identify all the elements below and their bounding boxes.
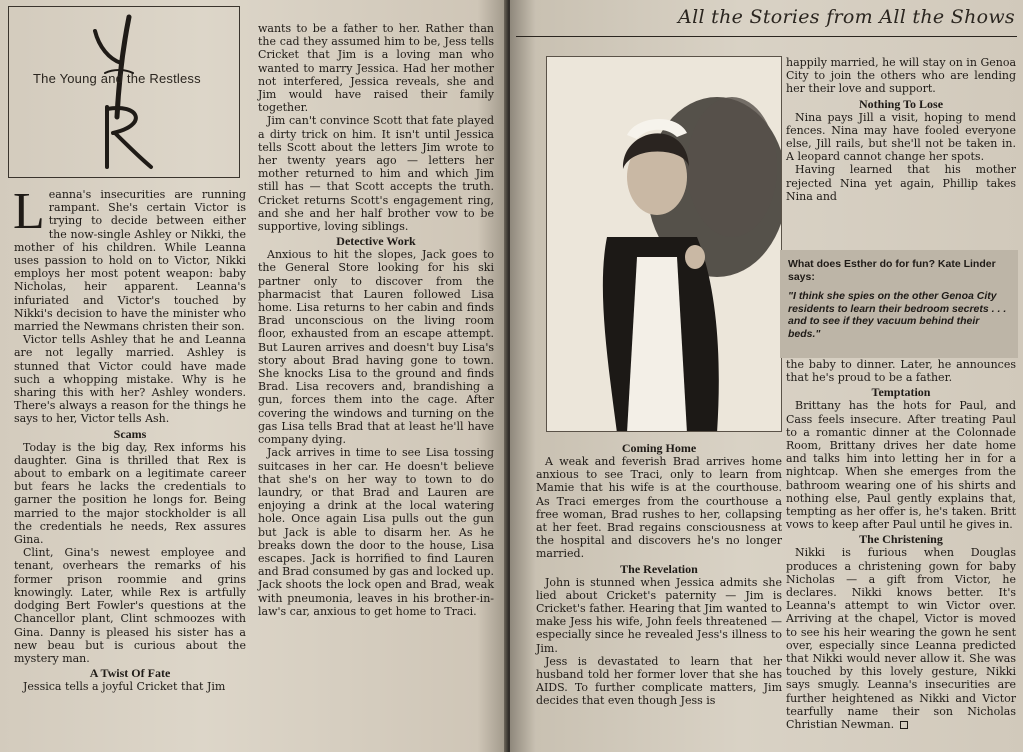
- paragraph: Jess is devastated to learn that her husband told her former lover that she has AIDS. To further complicate matters, Jim decides that even though Jess is: [536, 654, 782, 708]
- paragraph: Brittany has the hots for Paul, and Cass feels insecure. After treating Paul to a romantic dinner at the Colonnade Room, Brittany drives her date home and talks him into letting her in for a nightcap. When she emerges from the bathroom wearing one of his shirts and nothing else, Paul gently explains that, tempting as her offer is, he's taken. Britt vows to keep after Paul until he gives in.: [786, 399, 1016, 532]
- character-photo: [546, 56, 782, 432]
- article-column-2: [258, 22, 494, 618]
- paragraph: Jack arrives in time to see Lisa tossing suitcases in her car. He doesn't believe that she's on her way to town to do laundry, or that Brad and Lauren are enjoying a drink at the local watering hole. Once again Lisa pulls out the gun but Jack is able to disarm her. As he breaks down the door to the house, Lisa escapes. Jack is horrified to find Lauren and Brad consumed by gas and locked up. Jack shoots the lock open and Brad, weak with pneumonia, leaves in his brother-in-law's car, anxious to get home to Traci.: [258, 446, 495, 618]
- left-page: [0, 0, 508, 752]
- paragraph: Jim can't convince Scott that fate played a dirty trick on him. It isn't until Jessica tells Scott about the letters Jim wrote to her twenty years ago — letters her mother returned to him and which Jim still has — that Scott accepts the truth. Cricket returns Scott's engagement ring, and she and her half brother vow to be supportive, loving siblings.: [258, 114, 494, 234]
- masthead-logo-box: [8, 6, 240, 178]
- paragraph: Clint, Gina's newest employee and tenant, overhears the remarks of his former prison roommie and grins knowingly. Later, while Rex is artfully dodging Bert Fowler's questions at the Chancellor plant, Clint schmoozes with Gina. Danny is pleased his sister has a new beau but is curious about the mystery man.: [14, 546, 246, 665]
- section-heading-detective: Detective Work: [336, 234, 416, 249]
- quote-question: What does Esther do for fun? Kate Linder says:: [788, 258, 996, 283]
- section-heading-coming-home: Coming Home: [621, 441, 697, 455]
- paragraph: Jessica tells a joyful Cricket that Jim: [23, 680, 226, 694]
- paragraph: Having learned that his mother rejected Nina yet again, Phillip takes Nina and: [786, 163, 1016, 203]
- header-rule: [516, 36, 1017, 37]
- paragraph: happily married, he will stay on in Genoa City to join the others who are lending her their love and support.: [786, 56, 1016, 96]
- show-title: The Young and the Restless: [33, 71, 201, 86]
- section-heading-twist: A Twist Of Fate: [89, 666, 171, 681]
- paragraph: the baby to dinner. Later, he announces that he's proud to be a father.: [786, 358, 1016, 385]
- right-page: [510, 0, 1023, 752]
- end-mark-icon: [900, 721, 908, 729]
- paragraph: A weak and feverish Brad arrives home anxious to see Traci, only to learn from Mamie that his wife is at the courthouse. As Traci emerges from the courthouse a free woman, Brad rushes to her, collapsing at her feet. Brad regains consciousness at the hospital and discovers he's no longer married.: [536, 455, 782, 561]
- section-heading-revelation: The Revelation: [620, 561, 698, 576]
- yr-monogram-logo: [9, 7, 241, 179]
- paragraph: Today is the big day, Rex informs his daughter. Gina is thrilled that Rex is about to embark on a legitimate career but fears he lacks the credentials to garner the position he longs for. Being married to the major stockholder is all the credentials he needs, Rex assures Gina.: [14, 440, 246, 547]
- paragraph: wants to be a father to her. Rather than the cad they assumed him to be, Jess tells Cricket that Jim is a loving man who wanted to marry Jessica. Had her mother not interfered, Jessica reveals, she and Jim would have raised their family together.: [258, 22, 494, 115]
- paragraph: John is stunned when Jessica admits she lied about Cricket's paternity — Jim is Cricket's father. Hearing that Jim wanted to make Jess his wife, John feels threatened — especially since he revealed Jess's illness to Jim.: [536, 575, 782, 655]
- quote-answer: "I think she spies on the other Genoa City residents to learn their bedroom secrets . . . and to see if they vacuum behind their beds.": [788, 290, 1007, 340]
- section-heading-christening: The Christening: [859, 532, 943, 547]
- paragraph: Nina pays Jill a visit, hoping to mend fences. Nina may have fooled everyone else, Jill rails, but she'll not be taken in. A leopard cannot change her spots.: [786, 110, 1016, 164]
- maid-with-feather-duster-photo: [547, 57, 782, 432]
- paragraph: Victor tells Ashley that he and Leanna are not legally married. Ashley is stunned that Victor could have made such a whopping mistake. Why is he sharing this with her? Ashley wonders. There's always a reason for the things he says to her, Victor tells Ash.: [14, 333, 246, 426]
- article-column-1: [13, 183, 246, 694]
- quote-sidebar: [780, 250, 1018, 358]
- section-heading-temptation: Temptation: [871, 385, 931, 400]
- section-header: All the Stories from All the Shows: [678, 6, 1015, 28]
- lead-paragraph: Leanna's insecurities are running rampant. She's certain Victor is trying to decide between either the now-single Ashley or Nikki, the mother of his children. While Leanna uses passion to hold on to Victor, Nikki employs her most potent weapon: baby Nicholas, heir apparent. Leanna's infuriated and Victor's touched by Nikki's decision to have the minister who married the Newmans christen their son.: [13, 183, 246, 334]
- section-heading-scams: Scams: [113, 426, 147, 441]
- section-heading-nothing-to-lose: Nothing To Lose: [858, 96, 944, 111]
- paragraph: Nikki is furious when Douglas produces a christening gown for baby Nicholas — a gift from Victor, he declares. Nikki knows better. It's Leanna's attempt to win Victor over. Arriving at the chapel, Victor is moved to see his heir wearing the gown he sent over, especially since Leanna predicted that Nikki would never allow it. She was touched by this lovely gesture, Nikki says smugly. Leanna's insecurities are further heightened as Nikki and Victor tearfully name their son Nicholas Christian Newman.: [786, 546, 1016, 732]
- article-column-4-bottom: [786, 358, 1016, 731]
- paragraph: Anxious to hit the slopes, Jack goes to the General Store looking for his ski partner only to discover from the pharmacist that Lauren followed Lisa home. Lisa returns to her cabin and finds Brad unconscious on the living room floor, exhausted from an escape attempt. But Lauren arrives and doesn't buy Lisa's story about Brad having gone to town. She knocks Lisa to the ground and finds Brad. Lisa recovers and, brandishing a gun, forces them into the cage. After covering the windows and turning on the gas Lisa tells Brad that at least he'll have company dying.: [258, 248, 494, 447]
- article-column-3: [536, 440, 782, 708]
- article-column-4-top: [786, 56, 1016, 203]
- drop-cap: L: [13, 183, 45, 240]
